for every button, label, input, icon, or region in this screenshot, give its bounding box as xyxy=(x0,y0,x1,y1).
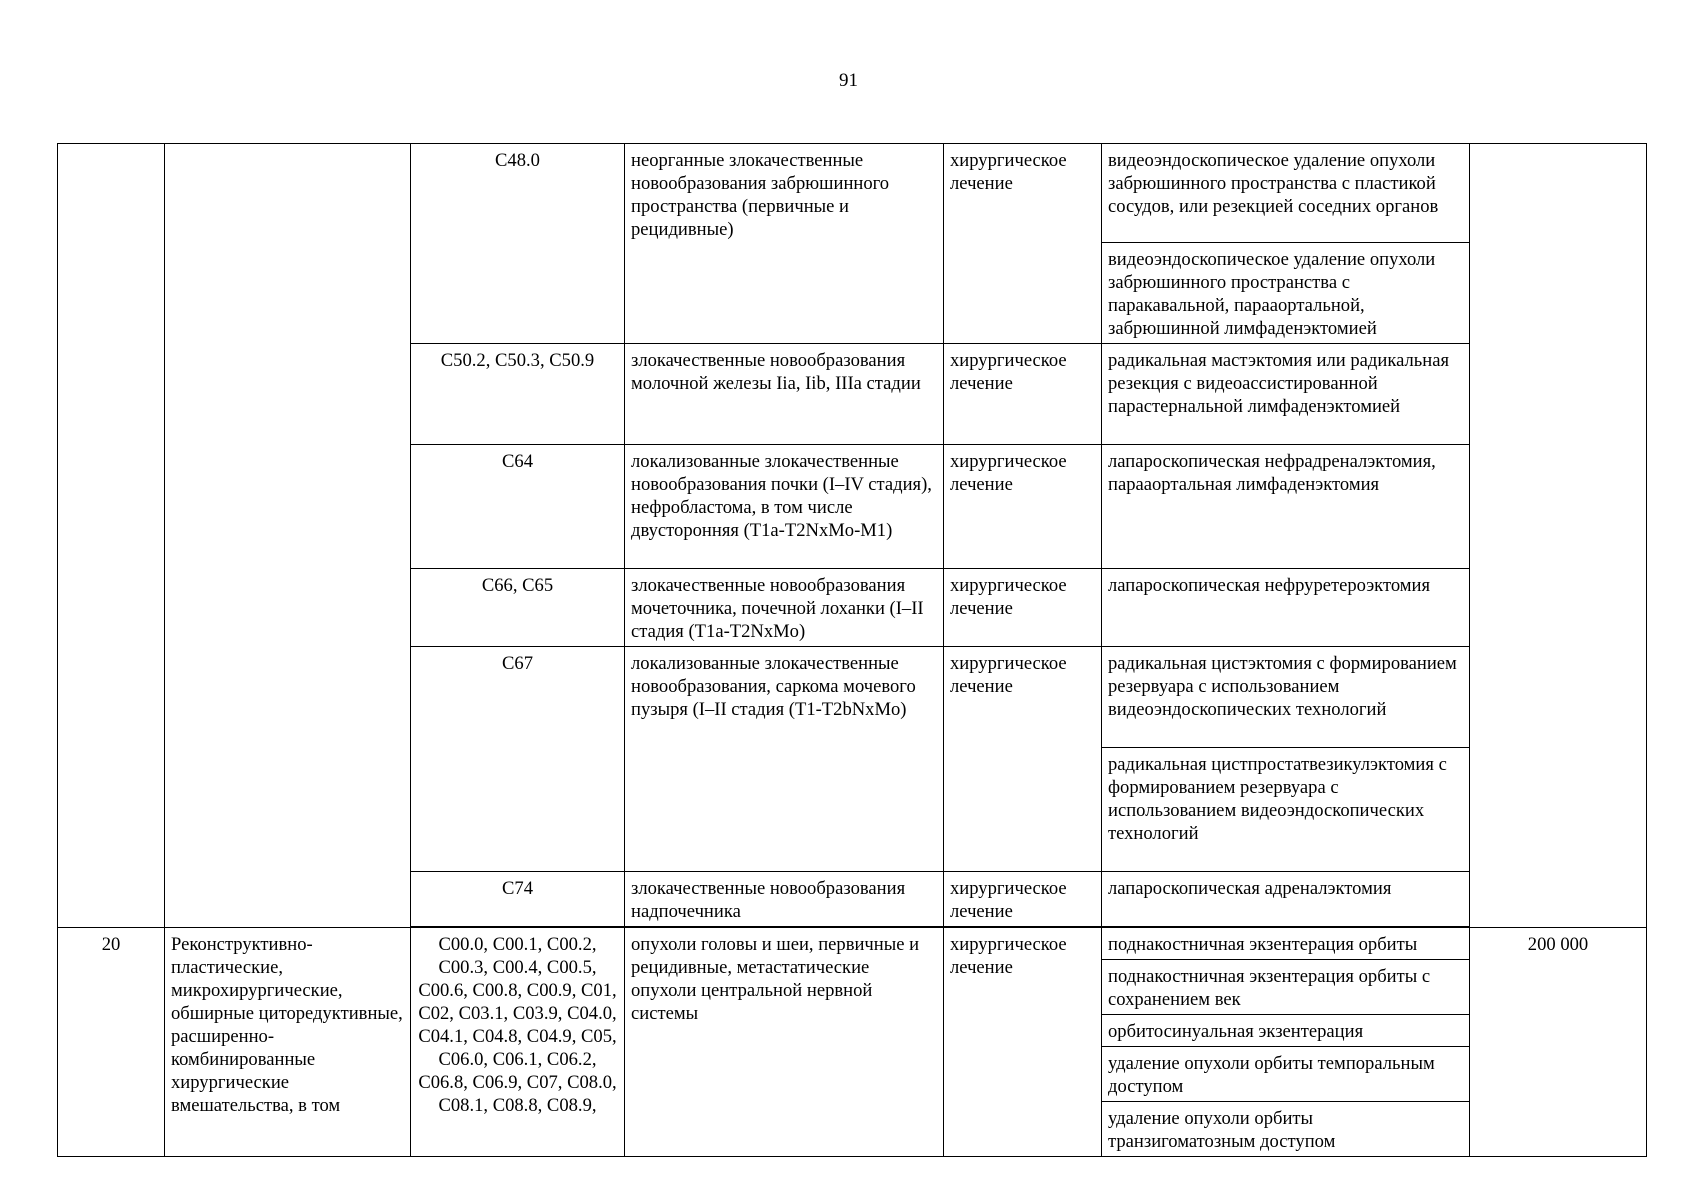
page-number: 91 xyxy=(839,70,858,91)
code-cell: C64 xyxy=(411,445,625,569)
method-cell: радикальная цистпростатвезикулэктомия с формированием резервуара с использованием видеоэндоскопических технологий xyxy=(1102,748,1470,872)
treatment-cell: хирургическое лечение xyxy=(944,647,1102,872)
method-cell: лапароскопическая адреналэктомия xyxy=(1102,872,1470,927)
diagnosis-cell: злокачественные новообразования молочной железы Iia, Iib, IIIa стадии xyxy=(625,344,944,445)
method-cell: радикальная цистэктомия с формированием резервуара с использованием видеоэндоскопических технологий xyxy=(1102,647,1470,748)
method-cell: орбитосинуальная экзентерация xyxy=(1102,1015,1470,1047)
cost-cell: 200 000 xyxy=(1470,928,1647,1157)
num-cell-continued xyxy=(58,144,165,928)
service-name-cell: Реконструктивно-пластические, микрохирургические, обширные циторедуктивные, расширенно-комбинированные хирургические вмешательства, в том xyxy=(165,928,411,1157)
method-cell: удаление опухоли орбиты транзигоматозным доступом xyxy=(1102,1102,1470,1157)
row-number-cell: 20 xyxy=(58,928,165,1157)
treatment-cell: хирургическое лечение xyxy=(944,144,1102,344)
method-cell: видеоэндоскопическое удаление опухоли забрюшинного пространства с паракавальной, парааортальной, забрюшинной лимфаденэктомией xyxy=(1102,243,1470,344)
diagnosis-cell: опухоли головы и шеи, первичные и рецидивные, метастатические опухоли центральной нервной системы xyxy=(625,928,944,1157)
diagnosis-cell: локализованные злокачественные новообразования, саркома мочевого пузыря (I–II стадия (T1-T2bNxMo) xyxy=(625,647,944,872)
code-cell: C66, C65 xyxy=(411,569,625,647)
services-table xyxy=(57,143,1647,1157)
method-cell: лапароскопическая нефрадреналэктомия, парааортальная лимфаденэктомия xyxy=(1102,445,1470,569)
code-cell: C74 xyxy=(411,872,625,927)
code-cell: C00.0, C00.1, C00.2, C00.3, C00.4, C00.5, C00.6, C00.8, C00.9, C01, C02, C03.1, C03.9, C04.0, C04.1, C04.8, C04.9, C05, C06.0, C06.1, C06.2, C06.8, C06.9, C07, C08.0, C08.1, C08.8, C08.9, xyxy=(411,928,625,1157)
method-cell: радикальная мастэктомия или радикальная резекция с видеоассистированной парастернальной лимфаденэктомией xyxy=(1102,344,1470,445)
table-row xyxy=(58,144,1647,243)
method-cell: лапароскопическая нефруретероэктомия xyxy=(1102,569,1470,647)
treatment-cell: хирургическое лечение xyxy=(944,445,1102,569)
treatment-cell: хирургическое лечение xyxy=(944,569,1102,647)
code-cell: C67 xyxy=(411,647,625,872)
name-cell-continued xyxy=(165,144,411,928)
method-cell: видеоэндоскопическое удаление опухоли забрюшинного пространства с пластикой сосудов, или резекцией соседних органов xyxy=(1102,144,1470,243)
treatment-cell: хирургическое лечение xyxy=(944,928,1102,1157)
diagnosis-cell: локализованные злокачественные новообразования почки (I–IV стадия), нефробластома, в том числе двусторонняя (T1a-T2NxMo-M1) xyxy=(625,445,944,569)
method-cell: удаление опухоли орбиты темпоральным доступом xyxy=(1102,1047,1470,1102)
treatment-cell: хирургическое лечение xyxy=(944,872,1102,927)
diagnosis-cell: неорганные злокачественные новообразования забрюшинного пространства (первичные и рецидивные) xyxy=(625,144,944,344)
diagnosis-cell: злокачественные новообразования мочеточника, почечной лоханки (I–II стадия (T1a-T2NxMo) xyxy=(625,569,944,647)
method-cell: поднакостничная экзентерация орбиты с сохранением век xyxy=(1102,960,1470,1015)
diagnosis-cell: злокачественные новообразования надпочечника xyxy=(625,872,944,927)
treatment-cell: хирургическое лечение xyxy=(944,344,1102,445)
code-cell: C48.0 xyxy=(411,144,625,344)
cost-cell-continued xyxy=(1470,144,1647,928)
method-cell: поднакостничная экзентерация орбиты xyxy=(1102,928,1470,960)
code-cell: C50.2, C50.3, C50.9 xyxy=(411,344,625,445)
table-row-20 xyxy=(58,928,1647,960)
